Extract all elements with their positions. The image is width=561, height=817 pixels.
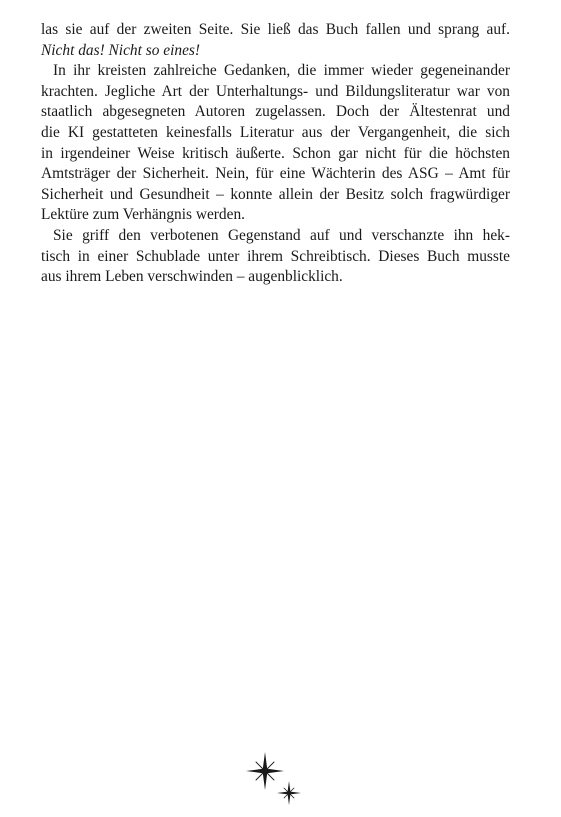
text-line: die KI gestatteten keinesfalls Literatur aus der Vergangenheit, die sich xyxy=(41,123,510,141)
text-line: staatlich abgesegneten Autoren zugelassen. Doch der Ältestenrat und xyxy=(41,103,510,121)
body-text xyxy=(41,20,510,288)
text-line: in irgendeiner Weise kritisch äußerte. Schon gar nicht für die höchsten xyxy=(41,144,510,162)
text-line: aus ihrem Leben verschwinden – augenblicklich. xyxy=(41,268,343,286)
text-line: Lektüre zum Verhängnis werden. xyxy=(41,206,245,224)
text-line: Sicherheit und Gesundheit – konnte allein der Besitz solch fragwürdiger xyxy=(41,185,510,203)
text-line: las sie auf der zweiten Seite. Sie ließ das Buch fallen und sprang auf. xyxy=(41,21,510,38)
text-line: tisch in einer Schublade unter ihrem Schreibtisch. Dieses Buch musste xyxy=(41,247,510,265)
text-line-italic: Nicht das! Nicht so eines! xyxy=(41,41,201,59)
paragraph-first-line: In ihr kreisten zahlreiche Gedanken, die immer wieder gegeneinander xyxy=(53,62,510,80)
paragraph-first-line: Sie griff den verbotenen Gegenstand auf und verschanzte ihn hek- xyxy=(53,226,510,244)
text-line: krachten. Jegliche Art der Unterhaltungs- und Bildungsliteratur war von xyxy=(41,82,510,100)
sparkle-stars-icon xyxy=(244,748,306,810)
text-line: Amtsträger der Sicherheit. Nein, für eine Wächterin des ASG – Amt für xyxy=(41,165,510,183)
